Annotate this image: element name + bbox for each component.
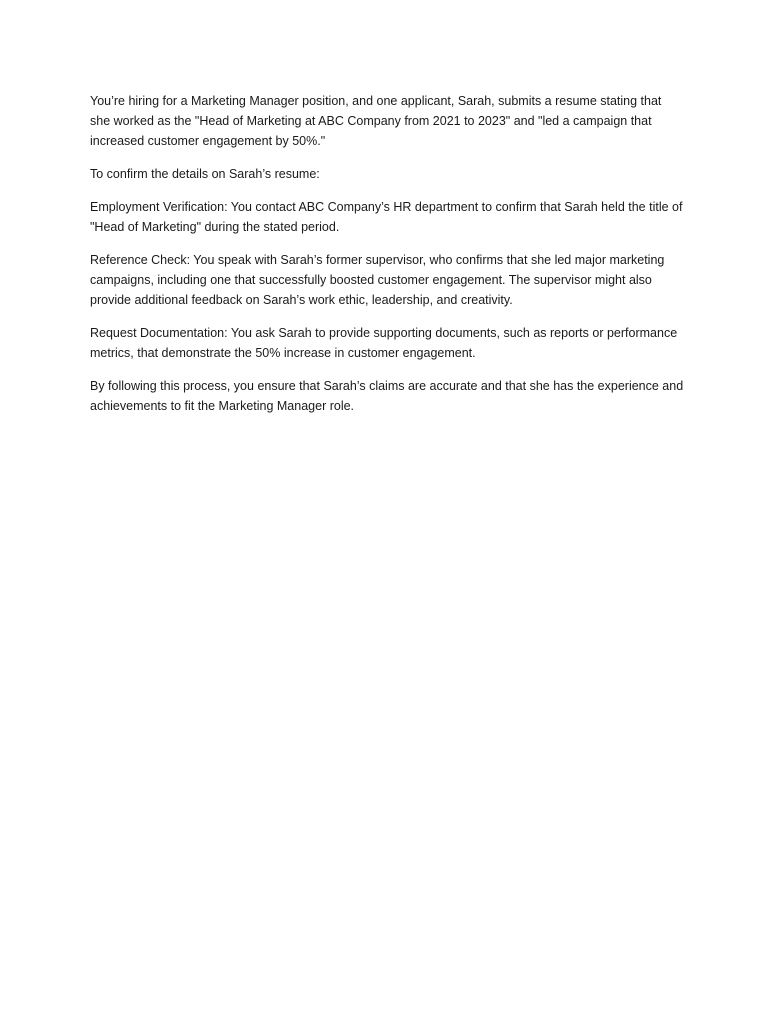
paragraph-request-documentation: Request Documentation: You ask Sarah to provide supporting documents, such as reports or performance metrics, that demonstrate the 50% increase in customer engagement.: [90, 326, 678, 360]
paragraph-employment-verification: Employment Verification: You contact ABC Company’s HR department to confirm that Sarah held the title of "Head of Marketing" during the stated period.: [90, 200, 683, 234]
document-body: [90, 91, 684, 429]
paragraph-reference-check: Reference Check: You speak with Sarah’s former supervisor, who confirms that she led major marketing campaigns, including one that successfully boosted customer engagement. The supervisor might also provide additional feedback on Sarah’s work ethic, leadership, and creativity.: [90, 253, 665, 307]
paragraph-intro: You’re hiring for a Marketing Manager position, and one applicant, Sarah, submits a resume stating that she worked as the "Head of Marketing at ABC Company from 2021 to 2023" and "led a campaign that increased customer engagement by 50%.": [90, 94, 662, 148]
paragraph-conclusion: By following this process, you ensure that Sarah’s claims are accurate and that she has the experience and achievements to fit the Marketing Manager role.: [90, 379, 684, 413]
paragraph-confirm-heading: To confirm the details on Sarah’s resume:: [90, 167, 320, 181]
